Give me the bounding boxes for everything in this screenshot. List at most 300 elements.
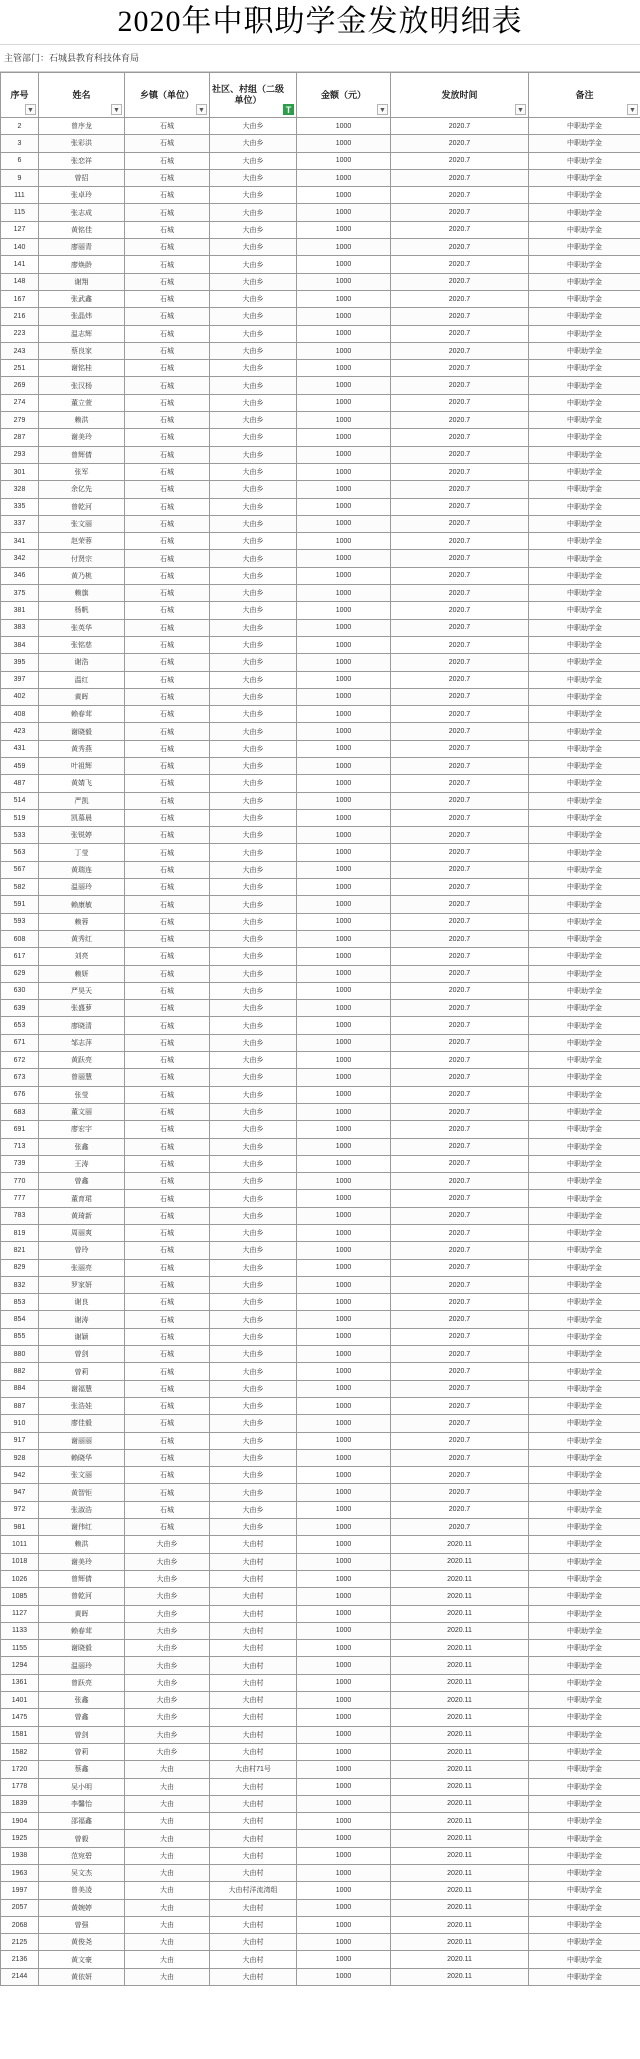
cell-town[interactable]: 石城 [125, 1225, 210, 1242]
cell-index[interactable]: 341 [1, 533, 39, 550]
cell-remark[interactable]: 中职助学金 [529, 567, 640, 584]
cell-name[interactable]: 赖康敏 [39, 896, 125, 913]
filter-dropdown-icon[interactable]: ▼ [111, 104, 122, 115]
cell-name[interactable]: 张鑫 [39, 1138, 125, 1155]
table-row[interactable] [1, 1294, 640, 1311]
cell-amount[interactable]: 1000 [297, 1657, 391, 1674]
table-row[interactable] [1, 879, 640, 896]
table-row[interactable] [1, 187, 640, 204]
cell-index[interactable]: 533 [1, 827, 39, 844]
cell-name[interactable]: 谢丽丽 [39, 1432, 125, 1449]
cell-date[interactable]: 2020.7 [391, 792, 529, 809]
cell-town[interactable]: 石城 [125, 1103, 210, 1120]
cell-name[interactable]: 黄婧飞 [39, 775, 125, 792]
cell-index[interactable]: 947 [1, 1484, 39, 1501]
cell-village[interactable]: 大由村 [210, 1692, 297, 1709]
cell-index[interactable]: 691 [1, 1121, 39, 1138]
cell-village[interactable]: 大由乡 [210, 619, 297, 636]
cell-name[interactable]: 谢晓毅 [39, 1640, 125, 1657]
cell-date[interactable]: 2020.11 [391, 1674, 529, 1691]
cell-name[interactable]: 范宛碧 [39, 1847, 125, 1864]
cell-amount[interactable]: 1000 [297, 1000, 391, 1017]
cell-village[interactable]: 大由乡 [210, 585, 297, 602]
cell-remark[interactable]: 中职助学金 [529, 1173, 640, 1190]
table-row[interactable] [1, 1830, 640, 1847]
cell-amount[interactable]: 1000 [297, 394, 391, 411]
cell-village[interactable]: 大由村 [210, 1709, 297, 1726]
table-row[interactable] [1, 723, 640, 740]
cell-amount[interactable]: 1000 [297, 1847, 391, 1864]
cell-amount[interactable]: 1000 [297, 1640, 391, 1657]
table-row[interactable] [1, 308, 640, 325]
cell-name[interactable]: 黄琦新 [39, 1207, 125, 1224]
cell-date[interactable]: 2020.7 [391, 896, 529, 913]
cell-amount[interactable]: 1000 [297, 1034, 391, 1051]
cell-date[interactable]: 2020.7 [391, 1276, 529, 1293]
cell-index[interactable]: 1997 [1, 1882, 39, 1899]
cell-date[interactable]: 2020.7 [391, 1242, 529, 1259]
cell-amount[interactable]: 1000 [297, 1467, 391, 1484]
cell-town[interactable]: 石城 [125, 602, 210, 619]
cell-amount[interactable]: 1000 [297, 775, 391, 792]
cell-village[interactable]: 大由乡 [210, 550, 297, 567]
table-row[interactable] [1, 1017, 640, 1034]
cell-date[interactable]: 2020.7 [391, 1017, 529, 1034]
cell-amount[interactable]: 1000 [297, 1813, 391, 1830]
cell-village[interactable]: 大由村 [210, 1899, 297, 1916]
cell-date[interactable]: 2020.7 [391, 775, 529, 792]
table-row[interactable] [1, 1069, 640, 1086]
cell-name[interactable]: 曾剑 [39, 1346, 125, 1363]
cell-town[interactable]: 石城 [125, 1242, 210, 1259]
cell-amount[interactable]: 1000 [297, 636, 391, 653]
cell-name[interactable]: 黄乃桃 [39, 567, 125, 584]
cell-index[interactable]: 127 [1, 221, 39, 238]
cell-town[interactable]: 大由乡 [125, 1692, 210, 1709]
cell-village[interactable]: 大由乡 [210, 965, 297, 982]
cell-town[interactable]: 大由乡 [125, 1536, 210, 1553]
cell-town[interactable]: 石城 [125, 1034, 210, 1051]
cell-name[interactable]: 张丽亮 [39, 1259, 125, 1276]
cell-amount[interactable]: 1000 [297, 982, 391, 999]
cell-index[interactable]: 1018 [1, 1553, 39, 1570]
cell-remark[interactable]: 中职助学金 [529, 688, 640, 705]
cell-village[interactable]: 大由村 [210, 1951, 297, 1968]
cell-town[interactable]: 石城 [125, 325, 210, 342]
cell-name[interactable]: 曾招 [39, 169, 125, 186]
cell-date[interactable]: 2020.7 [391, 463, 529, 480]
cell-index[interactable]: 1925 [1, 1830, 39, 1847]
cell-town[interactable]: 石城 [125, 965, 210, 982]
cell-amount[interactable]: 1000 [297, 377, 391, 394]
cell-date[interactable]: 2020.7 [391, 256, 529, 273]
cell-name[interactable]: 蔡良家 [39, 342, 125, 359]
cell-index[interactable]: 6 [1, 152, 39, 169]
cell-village[interactable]: 大由乡 [210, 533, 297, 550]
cell-town[interactable]: 石城 [125, 982, 210, 999]
cell-amount[interactable]: 1000 [297, 1795, 391, 1812]
cell-town[interactable]: 石城 [125, 567, 210, 584]
cell-remark[interactable]: 中职助学金 [529, 377, 640, 394]
cell-index[interactable]: 1401 [1, 1692, 39, 1709]
table-row[interactable] [1, 463, 640, 480]
cell-index[interactable]: 148 [1, 273, 39, 290]
cell-date[interactable]: 2020.7 [391, 1225, 529, 1242]
cell-remark[interactable]: 中职助学金 [529, 1155, 640, 1172]
cell-town[interactable]: 石城 [125, 775, 210, 792]
cell-index[interactable]: 423 [1, 723, 39, 740]
cell-name[interactable]: 曾毅 [39, 1830, 125, 1847]
cell-name[interactable]: 曾乾河 [39, 1588, 125, 1605]
cell-village[interactable]: 大由乡 [210, 515, 297, 532]
cell-name[interactable]: 曾强 [39, 1916, 125, 1933]
cell-remark[interactable]: 中职助学金 [529, 360, 640, 377]
cell-date[interactable]: 2020.11 [391, 1951, 529, 1968]
cell-date[interactable]: 2020.7 [391, 567, 529, 584]
cell-village[interactable]: 大由村 [210, 1778, 297, 1795]
cell-amount[interactable]: 1000 [297, 913, 391, 930]
cell-remark[interactable]: 中职助学金 [529, 1778, 640, 1795]
cell-remark[interactable]: 中职助学金 [529, 1052, 640, 1069]
cell-town[interactable]: 石城 [125, 1397, 210, 1414]
cell-village[interactable]: 大由村 [210, 1847, 297, 1864]
cell-amount[interactable]: 1000 [297, 1190, 391, 1207]
cell-name[interactable]: 温丽玲 [39, 1657, 125, 1674]
cell-town[interactable]: 石城 [125, 1294, 210, 1311]
cell-town[interactable]: 石城 [125, 1276, 210, 1293]
cell-town[interactable]: 石城 [125, 1069, 210, 1086]
cell-index[interactable]: 346 [1, 567, 39, 584]
cell-name[interactable]: 黄依妍 [39, 1968, 125, 1985]
cell-village[interactable]: 大由乡 [210, 654, 297, 671]
cell-amount[interactable]: 1000 [297, 1086, 391, 1103]
cell-amount[interactable]: 1000 [297, 446, 391, 463]
table-row[interactable] [1, 1761, 640, 1778]
cell-amount[interactable]: 1000 [297, 930, 391, 947]
cell-remark[interactable]: 中职助学金 [529, 1484, 640, 1501]
cell-amount[interactable]: 1000 [297, 1484, 391, 1501]
cell-name[interactable]: 黄秀红 [39, 930, 125, 947]
cell-name[interactable]: 赖春茸 [39, 706, 125, 723]
cell-town[interactable]: 石城 [125, 118, 210, 135]
cell-remark[interactable]: 中职助学金 [529, 1225, 640, 1242]
cell-amount[interactable]: 1000 [297, 1588, 391, 1605]
cell-town[interactable]: 石城 [125, 1484, 210, 1501]
cell-amount[interactable]: 1000 [297, 1709, 391, 1726]
cell-date[interactable]: 2020.7 [391, 1138, 529, 1155]
cell-village[interactable]: 大由乡 [210, 827, 297, 844]
cell-village[interactable]: 大由乡 [210, 377, 297, 394]
cell-name[interactable]: 董文丽 [39, 1103, 125, 1120]
cell-village[interactable]: 大由村 [210, 1968, 297, 1985]
cell-index[interactable]: 713 [1, 1138, 39, 1155]
cell-town[interactable]: 石城 [125, 1519, 210, 1536]
cell-town[interactable]: 石城 [125, 930, 210, 947]
cell-town[interactable]: 石城 [125, 879, 210, 896]
cell-amount[interactable]: 1000 [297, 723, 391, 740]
cell-index[interactable]: 821 [1, 1242, 39, 1259]
cell-town[interactable]: 石城 [125, 1363, 210, 1380]
cell-town[interactable]: 石城 [125, 152, 210, 169]
cell-name[interactable]: 张恋祥 [39, 152, 125, 169]
cell-index[interactable]: 972 [1, 1501, 39, 1518]
cell-remark[interactable]: 中职助学金 [529, 1692, 640, 1709]
cell-village[interactable]: 大由乡 [210, 844, 297, 861]
cell-index[interactable]: 1938 [1, 1847, 39, 1864]
cell-remark[interactable]: 中职助学金 [529, 740, 640, 757]
cell-town[interactable]: 石城 [125, 654, 210, 671]
cell-name[interactable]: 张汉杨 [39, 377, 125, 394]
cell-date[interactable]: 2020.7 [391, 221, 529, 238]
table-row[interactable] [1, 1622, 640, 1639]
cell-name[interactable]: 叶祖辉 [39, 757, 125, 774]
cell-town[interactable]: 大由 [125, 1761, 210, 1778]
cell-name[interactable]: 刘亮 [39, 948, 125, 965]
cell-amount[interactable]: 1000 [297, 204, 391, 221]
cell-index[interactable]: 777 [1, 1190, 39, 1207]
cell-remark[interactable]: 中职助学金 [529, 965, 640, 982]
table-row[interactable] [1, 1432, 640, 1449]
cell-village[interactable]: 大由村 [210, 1916, 297, 1933]
cell-amount[interactable]: 1000 [297, 325, 391, 342]
table-row[interactable] [1, 1103, 640, 1120]
cell-index[interactable]: 819 [1, 1225, 39, 1242]
cell-amount[interactable]: 1000 [297, 256, 391, 273]
cell-name[interactable]: 谢颖 [39, 1328, 125, 1345]
table-row[interactable] [1, 1380, 640, 1397]
cell-name[interactable]: 谢涛 [39, 1311, 125, 1328]
cell-town[interactable]: 石城 [125, 446, 210, 463]
table-row[interactable] [1, 654, 640, 671]
cell-date[interactable]: 2020.7 [391, 308, 529, 325]
cell-date[interactable]: 2020.7 [391, 342, 529, 359]
table-row[interactable] [1, 1000, 640, 1017]
cell-amount[interactable]: 1000 [297, 1553, 391, 1570]
cell-village[interactable]: 大由乡 [210, 169, 297, 186]
cell-name[interactable]: 曾莉 [39, 1363, 125, 1380]
cell-remark[interactable]: 中职助学金 [529, 671, 640, 688]
table-row[interactable] [1, 706, 640, 723]
cell-village[interactable]: 大由村 [210, 1622, 297, 1639]
cell-town[interactable]: 大由 [125, 1864, 210, 1881]
cell-village[interactable]: 大由乡 [210, 152, 297, 169]
cell-index[interactable]: 630 [1, 982, 39, 999]
cell-village[interactable]: 大由村 [210, 1588, 297, 1605]
cell-remark[interactable]: 中职助学金 [529, 256, 640, 273]
cell-date[interactable]: 2020.7 [391, 827, 529, 844]
cell-remark[interactable]: 中职助学金 [529, 896, 640, 913]
cell-village[interactable]: 大由乡 [210, 498, 297, 515]
cell-remark[interactable]: 中职助学金 [529, 550, 640, 567]
cell-village[interactable]: 大由乡 [210, 1328, 297, 1345]
cell-index[interactable]: 591 [1, 896, 39, 913]
cell-town[interactable]: 大由乡 [125, 1709, 210, 1726]
cell-name[interactable]: 吴小明 [39, 1778, 125, 1795]
cell-date[interactable]: 2020.7 [391, 1328, 529, 1345]
cell-index[interactable]: 287 [1, 429, 39, 446]
cell-amount[interactable]: 1000 [297, 1761, 391, 1778]
cell-town[interactable]: 大由乡 [125, 1622, 210, 1639]
cell-village[interactable]: 大由乡 [210, 1467, 297, 1484]
cell-date[interactable]: 2020.11 [391, 1813, 529, 1830]
cell-remark[interactable]: 中职助学金 [529, 585, 640, 602]
cell-village[interactable]: 大由村71号 [210, 1761, 297, 1778]
cell-index[interactable]: 335 [1, 498, 39, 515]
cell-village[interactable]: 大由乡 [210, 636, 297, 653]
cell-remark[interactable]: 中职助学金 [529, 118, 640, 135]
cell-name[interactable]: 王涛 [39, 1155, 125, 1172]
cell-remark[interactable]: 中职助学金 [529, 1034, 640, 1051]
cell-index[interactable]: 593 [1, 913, 39, 930]
cell-remark[interactable]: 中职助学金 [529, 1276, 640, 1293]
table-row[interactable] [1, 1415, 640, 1432]
cell-town[interactable]: 大由 [125, 1968, 210, 1985]
cell-index[interactable]: 519 [1, 809, 39, 826]
cell-name[interactable]: 邵福鑫 [39, 1813, 125, 1830]
cell-amount[interactable]: 1000 [297, 1449, 391, 1466]
cell-index[interactable]: 676 [1, 1086, 39, 1103]
table-row[interactable] [1, 1484, 640, 1501]
cell-amount[interactable]: 1000 [297, 792, 391, 809]
cell-village[interactable]: 大由乡 [210, 602, 297, 619]
cell-town[interactable]: 石城 [125, 204, 210, 221]
cell-amount[interactable]: 1000 [297, 152, 391, 169]
cell-date[interactable]: 2020.7 [391, 1052, 529, 1069]
table-row[interactable] [1, 412, 640, 429]
table-row[interactable] [1, 1657, 640, 1674]
cell-index[interactable]: 274 [1, 394, 39, 411]
table-row[interactable] [1, 844, 640, 861]
cell-remark[interactable]: 中职助学金 [529, 308, 640, 325]
table-row[interactable] [1, 930, 640, 947]
cell-amount[interactable]: 1000 [297, 948, 391, 965]
cell-name[interactable]: 张铭慈 [39, 636, 125, 653]
cell-town[interactable]: 大由 [125, 1830, 210, 1847]
table-row[interactable] [1, 1916, 640, 1933]
table-row[interactable] [1, 221, 640, 238]
table-row[interactable] [1, 429, 640, 446]
filter-dropdown-icon[interactable]: ▼ [25, 104, 36, 115]
cell-remark[interactable]: 中职助学金 [529, 1415, 640, 1432]
cell-index[interactable]: 408 [1, 706, 39, 723]
cell-town[interactable]: 大由 [125, 1882, 210, 1899]
cell-remark[interactable]: 中职助学金 [529, 930, 640, 947]
table-row[interactable] [1, 1968, 640, 1985]
cell-amount[interactable]: 1000 [297, 1726, 391, 1743]
cell-index[interactable]: 487 [1, 775, 39, 792]
cell-village[interactable]: 大由乡 [210, 792, 297, 809]
cell-amount[interactable]: 1000 [297, 879, 391, 896]
cell-date[interactable]: 2020.11 [391, 1726, 529, 1743]
cell-name[interactable]: 张鑫 [39, 1692, 125, 1709]
cell-name[interactable]: 黄铭佳 [39, 221, 125, 238]
cell-remark[interactable]: 中职助学金 [529, 1242, 640, 1259]
cell-date[interactable]: 2020.7 [391, 706, 529, 723]
table-row[interactable] [1, 688, 640, 705]
filter-dropdown-icon[interactable]: ▼ [377, 104, 388, 115]
cell-village[interactable]: 大由乡 [210, 809, 297, 826]
cell-town[interactable]: 石城 [125, 533, 210, 550]
cell-village[interactable]: 大由乡 [210, 740, 297, 757]
cell-village[interactable]: 大由乡 [210, 273, 297, 290]
cell-town[interactable]: 石城 [125, 239, 210, 256]
cell-remark[interactable]: 中职助学金 [529, 706, 640, 723]
cell-remark[interactable]: 中职助学金 [529, 1968, 640, 1985]
cell-index[interactable]: 683 [1, 1103, 39, 1120]
cell-remark[interactable]: 中职助学金 [529, 135, 640, 152]
cell-town[interactable]: 石城 [125, 1138, 210, 1155]
cell-town[interactable]: 石城 [125, 1207, 210, 1224]
cell-name[interactable]: 罗家妍 [39, 1276, 125, 1293]
cell-amount[interactable]: 1000 [297, 965, 391, 982]
table-row[interactable] [1, 1899, 640, 1916]
cell-name[interactable]: 张军 [39, 463, 125, 480]
cell-village[interactable]: 大由村 [210, 1536, 297, 1553]
cell-index[interactable]: 783 [1, 1207, 39, 1224]
cell-date[interactable]: 2020.7 [391, 1086, 529, 1103]
cell-village[interactable]: 大由乡 [210, 463, 297, 480]
cell-village[interactable]: 大由乡 [210, 1000, 297, 1017]
table-row[interactable] [1, 1519, 640, 1536]
cell-village[interactable]: 大由乡 [210, 861, 297, 878]
cell-amount[interactable]: 1000 [297, 1432, 391, 1449]
cell-village[interactable]: 大由乡 [210, 187, 297, 204]
table-row[interactable] [1, 360, 640, 377]
cell-town[interactable]: 石城 [125, 913, 210, 930]
cell-date[interactable]: 2020.7 [391, 1311, 529, 1328]
cell-amount[interactable]: 1000 [297, 1052, 391, 1069]
cell-name[interactable]: 谢浩 [39, 654, 125, 671]
cell-index[interactable]: 2136 [1, 1951, 39, 1968]
cell-town[interactable]: 石城 [125, 1052, 210, 1069]
cell-index[interactable]: 2144 [1, 1968, 39, 1985]
cell-amount[interactable]: 1000 [297, 844, 391, 861]
cell-village[interactable]: 大由乡 [210, 429, 297, 446]
cell-town[interactable]: 石城 [125, 809, 210, 826]
cell-village[interactable]: 大由乡 [210, 879, 297, 896]
cell-amount[interactable]: 1000 [297, 360, 391, 377]
table-row[interactable] [1, 671, 640, 688]
cell-village[interactable]: 大由乡 [210, 1259, 297, 1276]
cell-town[interactable]: 石城 [125, 308, 210, 325]
cell-name[interactable]: 曾序龙 [39, 118, 125, 135]
cell-village[interactable]: 大由乡 [210, 446, 297, 463]
cell-name[interactable]: 谢良 [39, 1294, 125, 1311]
table-row[interactable] [1, 1501, 640, 1518]
cell-town[interactable]: 石城 [125, 706, 210, 723]
table-row[interactable] [1, 1328, 640, 1345]
cell-amount[interactable]: 1000 [297, 135, 391, 152]
cell-name[interactable]: 李馨怡 [39, 1795, 125, 1812]
table-row[interactable] [1, 1259, 640, 1276]
cell-amount[interactable]: 1000 [297, 1570, 391, 1587]
cell-date[interactable]: 2020.7 [391, 913, 529, 930]
cell-index[interactable]: 1361 [1, 1674, 39, 1691]
cell-village[interactable]: 大由乡 [210, 308, 297, 325]
cell-date[interactable]: 2020.11 [391, 1605, 529, 1622]
cell-index[interactable]: 617 [1, 948, 39, 965]
cell-amount[interactable]: 1000 [297, 1415, 391, 1432]
cell-amount[interactable]: 1000 [297, 1138, 391, 1155]
cell-town[interactable]: 石城 [125, 1380, 210, 1397]
cell-name[interactable]: 蔡鑫 [39, 1761, 125, 1778]
cell-date[interactable]: 2020.11 [391, 1830, 529, 1847]
cell-amount[interactable]: 1000 [297, 1501, 391, 1518]
table-row[interactable] [1, 1553, 640, 1570]
table-row[interactable] [1, 1951, 640, 1968]
cell-name[interactable]: 丁莹 [39, 844, 125, 861]
cell-remark[interactable]: 中职助学金 [529, 861, 640, 878]
